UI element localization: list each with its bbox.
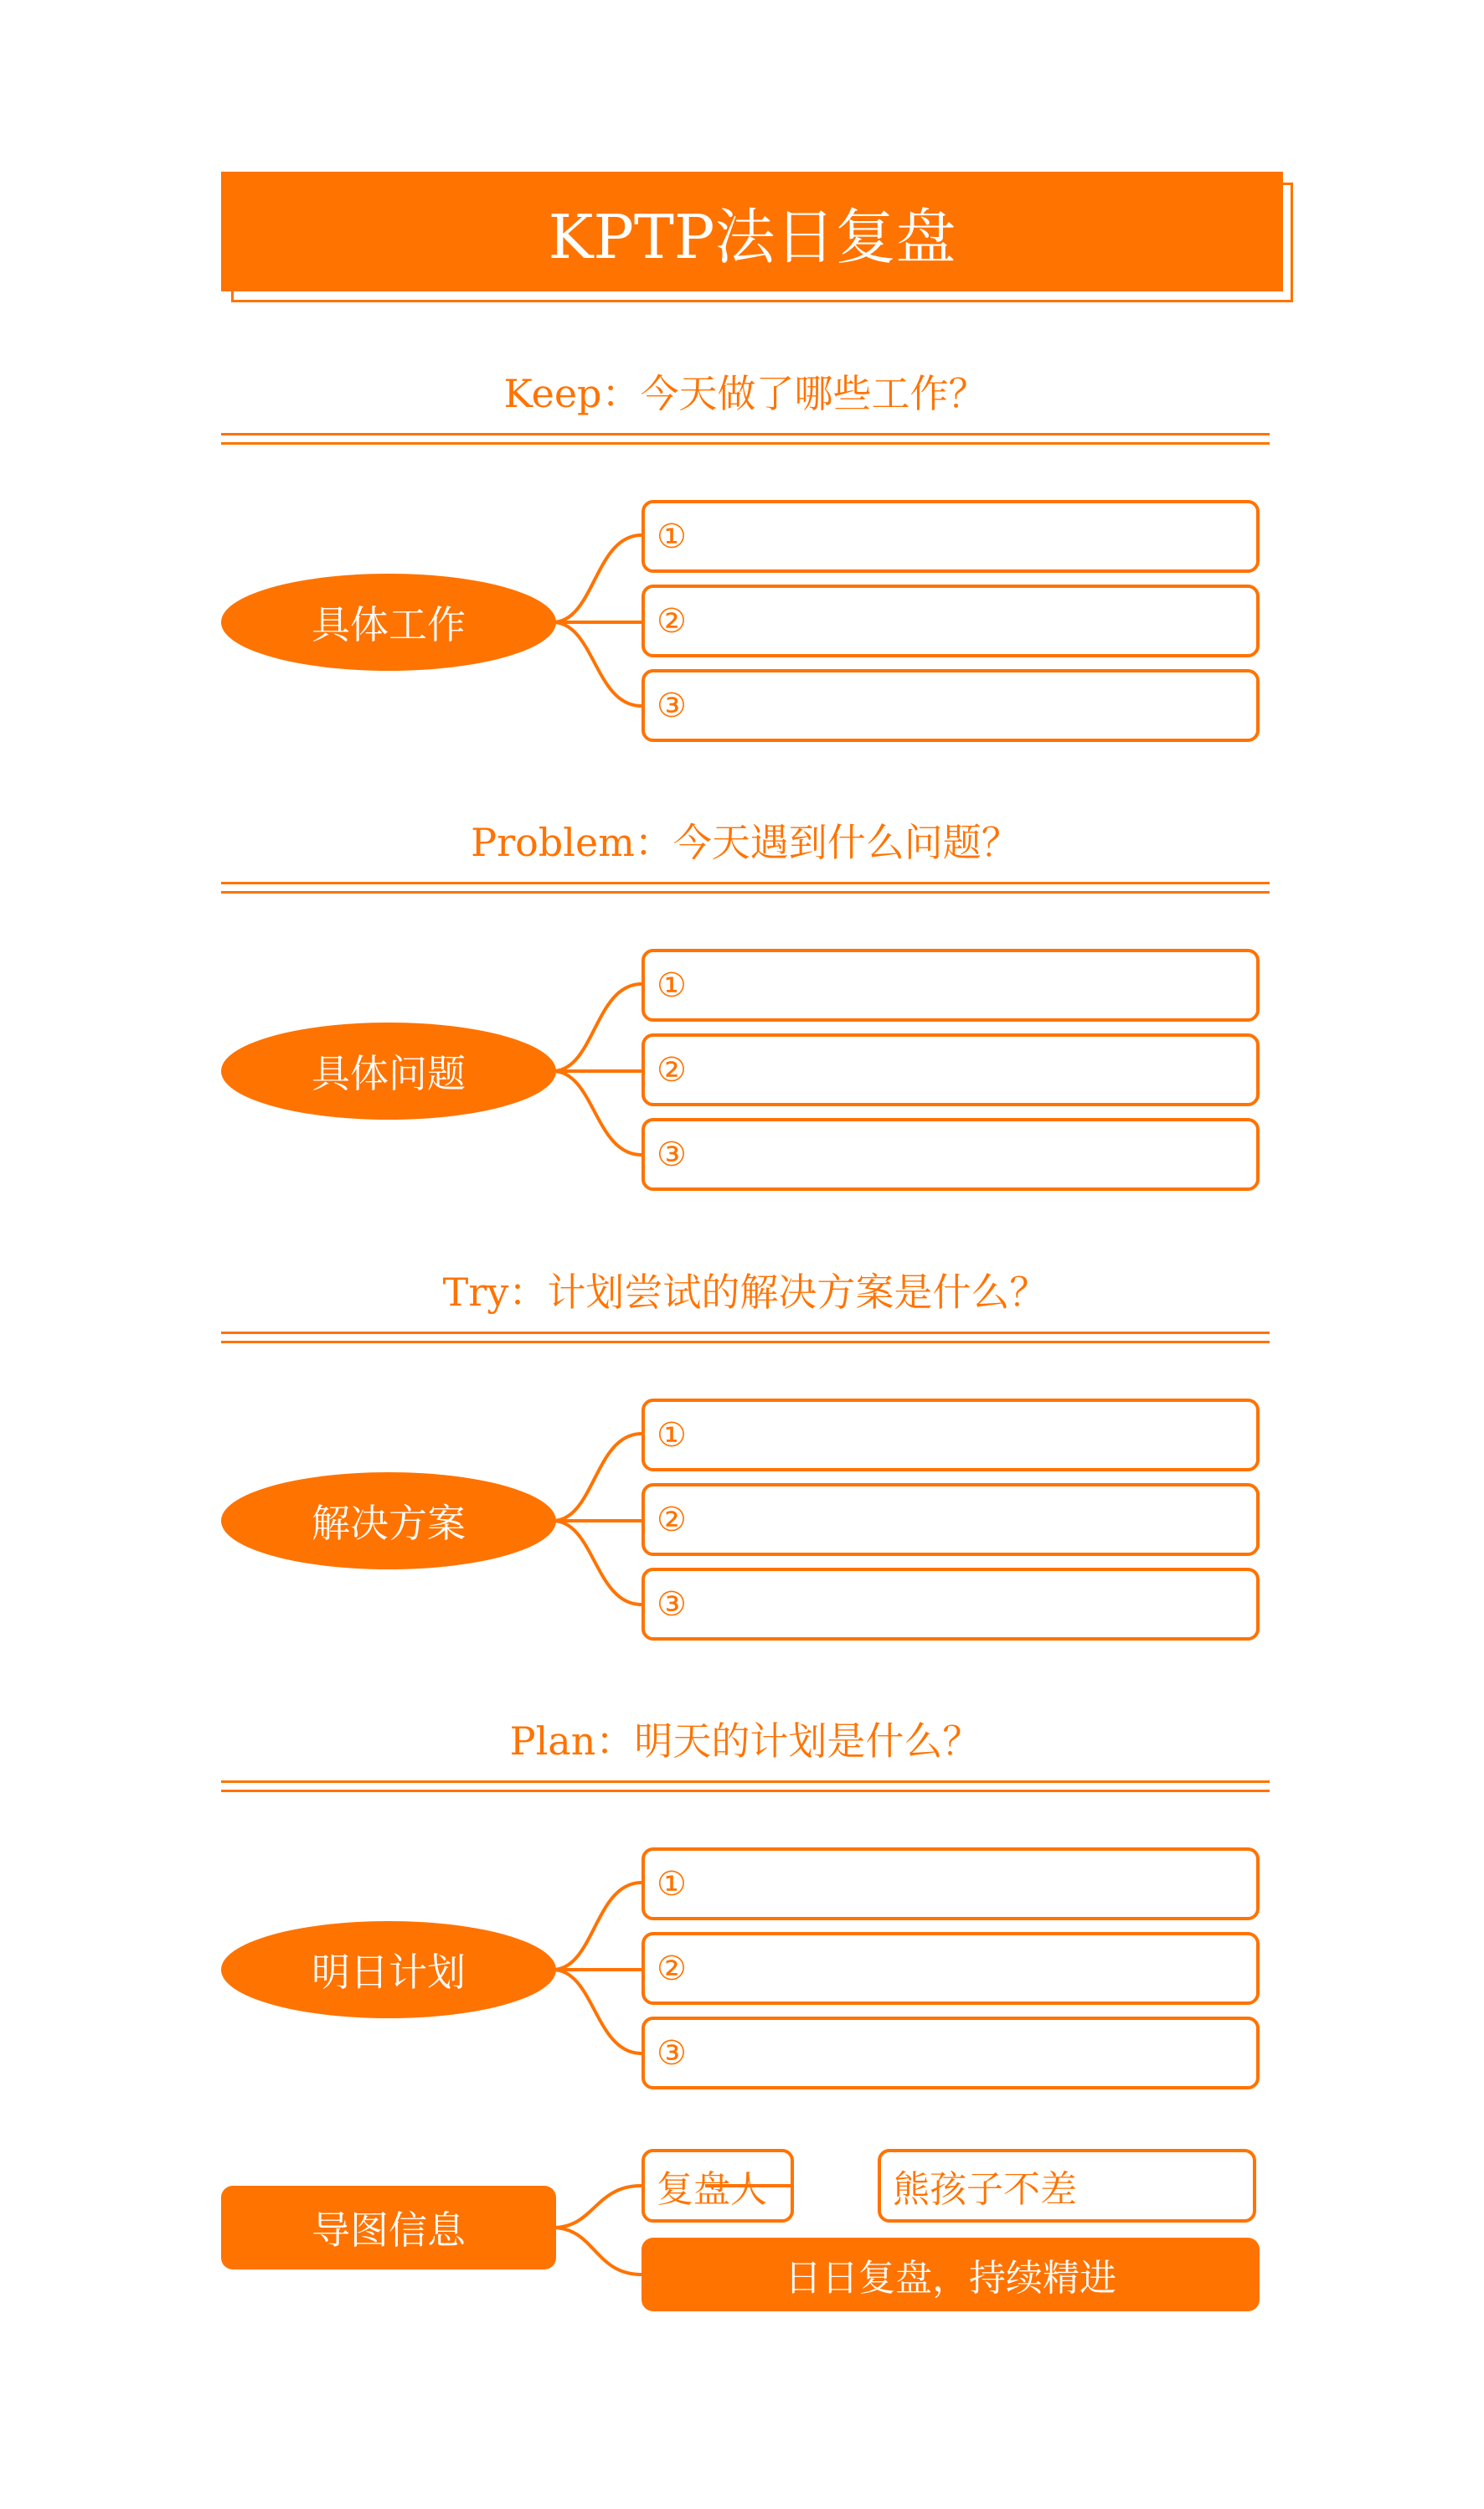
section-heading-keep: Keep：今天做了哪些工作？: [503, 371, 987, 416]
item-box[interactable]: [642, 1932, 1260, 2005]
branch-connector: [553, 1847, 645, 2099]
item-box[interactable]: [642, 1399, 1260, 1471]
section-heading-problem: Problem：今天遇到什么问题？: [471, 820, 1020, 865]
item-box[interactable]: [642, 669, 1260, 742]
reviewer-name: 熊孩子不差: [893, 2168, 1077, 2211]
item-number: ②: [657, 1050, 687, 1090]
section-divider: [221, 1332, 1270, 1343]
reviewer-label: 复盘人: [657, 2168, 767, 2211]
item-box[interactable]: [642, 500, 1260, 573]
section-heading-plan: Plan：明天的计划是什么？: [509, 1718, 982, 1764]
page-title: [221, 172, 1283, 291]
section-divider: [221, 882, 1270, 894]
item-number: ②: [657, 601, 687, 641]
category-pill-problem: 具体问题: [221, 1023, 556, 1120]
item-box[interactable]: [642, 1847, 1260, 1920]
item-number: ②: [657, 1500, 687, 1539]
category-pill-plan: 明日计划: [221, 1921, 556, 2018]
section-heading-try: Try：计划尝试的解决方案是什么？: [442, 1270, 1049, 1315]
reviewer-name-box[interactable]: [878, 2149, 1256, 2223]
item-number: ③: [657, 1135, 687, 1174]
section-divider: [221, 433, 1270, 445]
branch-connector: [553, 1399, 645, 1650]
branch-connector: [553, 949, 645, 1200]
item-number: ①: [657, 1415, 687, 1455]
item-box[interactable]: [642, 1118, 1260, 1191]
reviewer-label-box: [642, 2149, 794, 2223]
item-box[interactable]: [642, 1483, 1260, 1556]
section-divider: [221, 1780, 1270, 1792]
item-box[interactable]: [642, 2017, 1260, 2089]
item-number: ③: [657, 2033, 687, 2073]
category-pill-keep: 具体工作: [221, 574, 556, 671]
branch-connector: [553, 500, 645, 751]
item-number: ②: [657, 1949, 687, 1988]
item-number: ①: [657, 1864, 687, 1904]
category-pill-try: 解决方案: [221, 1472, 556, 1569]
item-box[interactable]: [642, 1033, 1260, 1106]
slogan-banner: 日日复盘，持续精进: [642, 2238, 1260, 2311]
item-box[interactable]: [642, 1568, 1260, 1641]
item-number: ①: [657, 966, 687, 1005]
item-box[interactable]: [642, 949, 1260, 1022]
item-number: ③: [657, 686, 687, 725]
page-title-text: KPTP法日复盘: [548, 201, 956, 272]
item-number: ③: [657, 1584, 687, 1624]
item-number: ①: [657, 517, 687, 556]
info-branch-connector: [553, 2149, 645, 2291]
item-box[interactable]: [642, 585, 1260, 657]
info-pill: 导图信息: [221, 2186, 556, 2269]
